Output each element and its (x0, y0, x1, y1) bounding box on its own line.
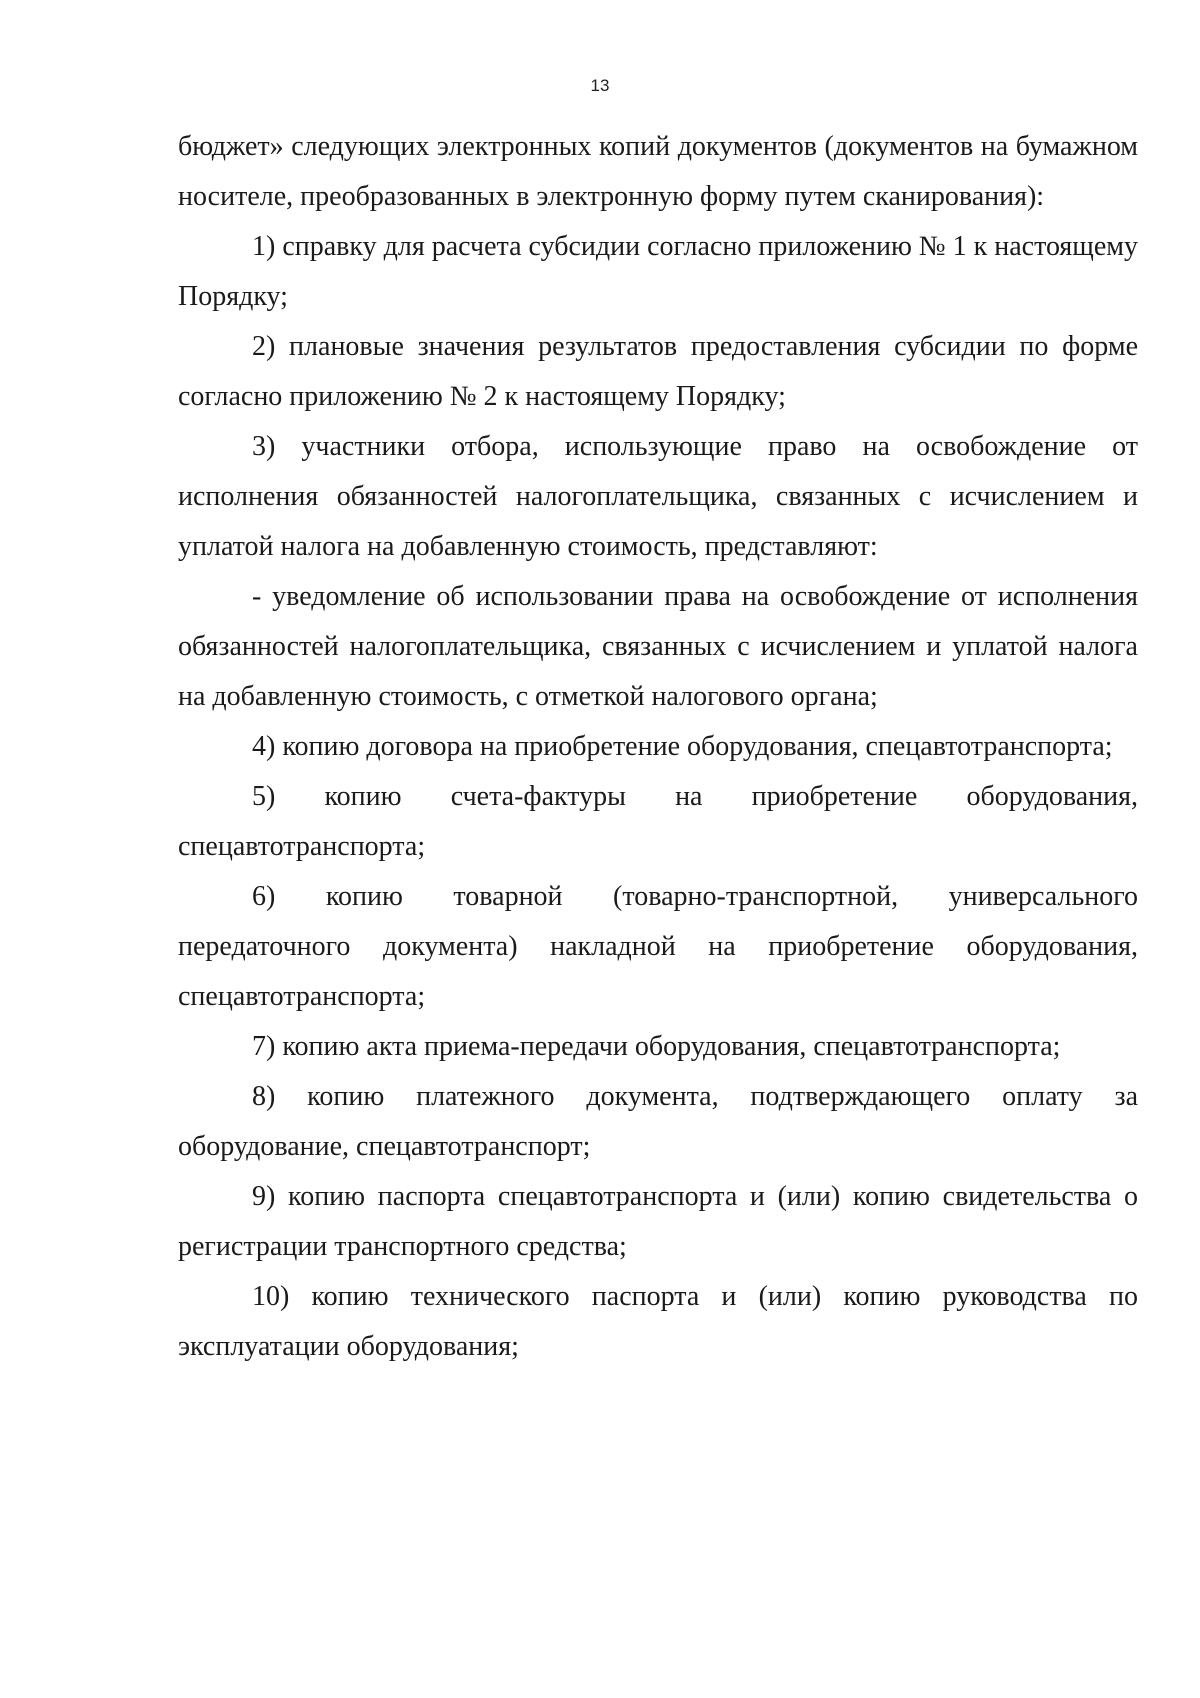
list-item-3-subitem: - уведомление об использовании права на освобождение от исполнения обязанностей налогоплательщика, связанных с исчислением и уплатой налога на добавленную стоимость, с отметкой налогового органа; (178, 581, 1138, 712)
list-item-6: 6) копию товарной (товарно-транспортной, универсального передаточного документа) накладной на приобретение оборудования, спецавтотранспорта; (178, 881, 1138, 1012)
page-number: 13 (590, 76, 610, 95)
list-item-1: 1) справку для расчета субсидии согласно приложению № 1 к настоящему Порядку; (178, 231, 1138, 312)
list-item-9: 9) копию паспорта спецавтотранспорта и (или) копию свидетельства о регистрации транспортного средства; (178, 1181, 1138, 1262)
list-item-8: 8) копию платежного документа, подтверждающего оплату за оборудование, спецавтотранспорт; (178, 1081, 1138, 1162)
list-item-2: 2) плановые значения результатов предоставления субсидии по форме согласно приложению № 2 к настоящему Порядку; (178, 331, 1138, 412)
list-item-4: 4) копию договора на приобретение оборудования, спецавтотранспорта; (252, 731, 1113, 762)
list-item-7: 7) копию акта приема-передачи оборудования, спецавтотранспорта; (252, 1031, 1061, 1062)
paragraph-continuation: бюджет» следующих электронных копий документов (документов на бумажном носителе, преобразованных в электронную форму путем сканирования): (178, 131, 1138, 212)
list-item-3: 3) участники отбора, использующие право на освобождение от исполнения обязанностей налогоплательщика, связанных с исчислением и уплатой налога на добавленную стоимость, представляют: (178, 431, 1138, 562)
list-item-5: 5) копию счета-фактуры на приобретение оборудования, спецавтотранспорта; (178, 781, 1138, 862)
document-body (178, 122, 1138, 1372)
list-item-10: 10) копию технического паспорта и (или) копию руководства по эксплуатации оборудования; (178, 1281, 1138, 1362)
